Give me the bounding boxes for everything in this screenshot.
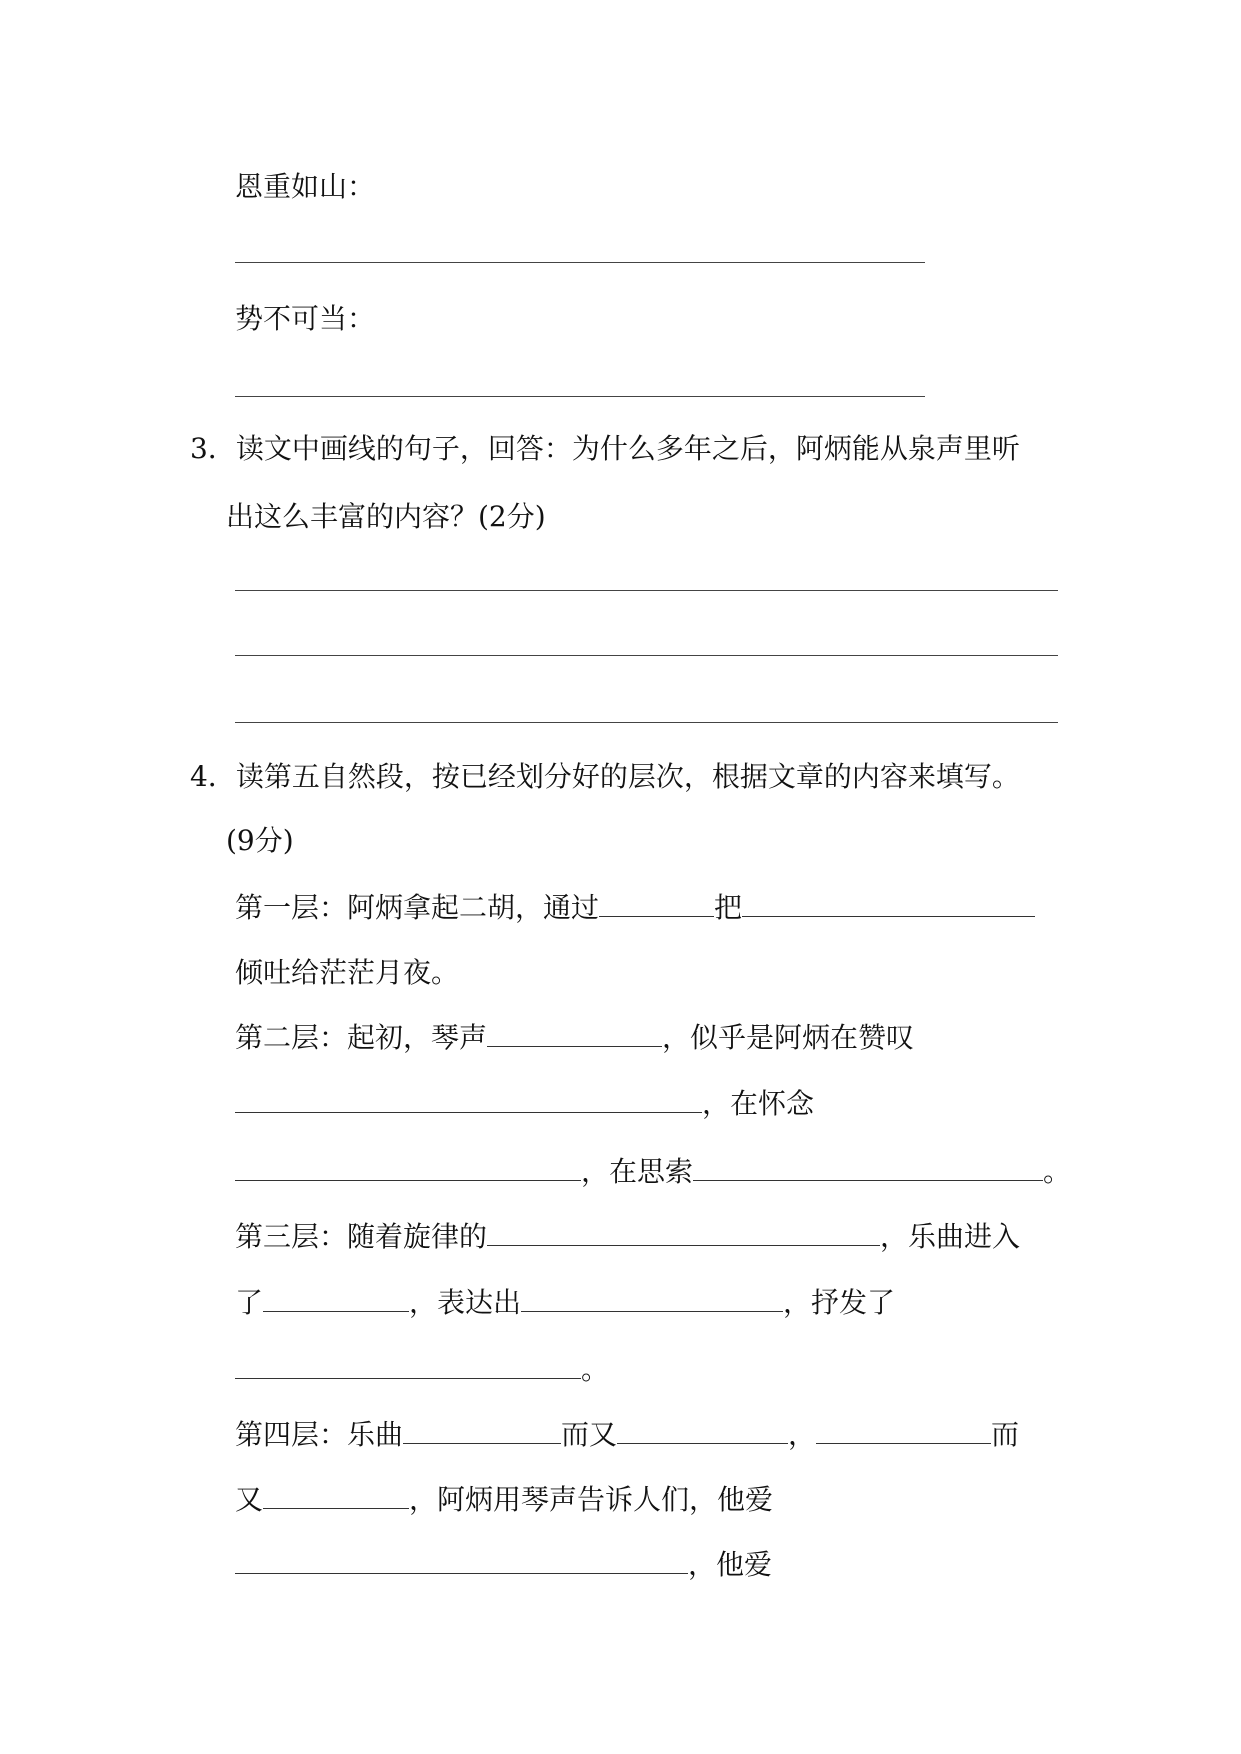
blank[interactable] bbox=[235, 1352, 581, 1379]
blank[interactable] bbox=[816, 1417, 991, 1444]
text: 倾吐给茫茫月夜。 bbox=[235, 956, 460, 989]
layer-1-line-2 bbox=[235, 956, 459, 990]
text: ，阿炳用琴声告诉人们，他爱 bbox=[409, 1483, 774, 1516]
text: 第二层：起初，琴声 bbox=[235, 1021, 488, 1054]
layer-4-line-3 bbox=[235, 1547, 772, 1581]
text: ，在怀念 bbox=[702, 1087, 815, 1120]
text: 第一层：阿炳拿起二胡，通过 bbox=[235, 891, 600, 924]
question-3-cont: 出这么丰富的内容？(2分) bbox=[226, 500, 546, 533]
text: 而 bbox=[991, 1418, 1020, 1451]
text: 把 bbox=[714, 891, 743, 924]
text: 第三层：随着旋律的 bbox=[235, 1220, 488, 1253]
blank[interactable] bbox=[235, 1086, 702, 1113]
text: 第四层：乐曲 bbox=[235, 1418, 404, 1451]
text: ，乐曲进入 bbox=[880, 1220, 1021, 1253]
blank[interactable] bbox=[263, 1482, 409, 1509]
blank[interactable] bbox=[742, 890, 1035, 917]
layer-4-line-2 bbox=[235, 1482, 773, 1516]
layer-3-line-1 bbox=[235, 1219, 1020, 1253]
blank[interactable] bbox=[235, 1547, 688, 1574]
answer-line[interactable] bbox=[235, 262, 925, 263]
idiom-label-1: 恩重如山： bbox=[235, 170, 376, 203]
blank[interactable] bbox=[487, 1219, 880, 1246]
blank[interactable] bbox=[693, 1154, 1043, 1181]
layer-2-line-2 bbox=[235, 1086, 814, 1120]
blank[interactable] bbox=[263, 1285, 409, 1312]
text: 了 bbox=[235, 1286, 264, 1319]
blank[interactable] bbox=[403, 1417, 561, 1444]
answer-line[interactable] bbox=[235, 396, 925, 397]
blank[interactable] bbox=[487, 1020, 662, 1047]
layer-3-line-2 bbox=[235, 1285, 895, 1319]
layer-2-line-1 bbox=[235, 1020, 914, 1054]
layer-1-line-1 bbox=[235, 890, 1035, 924]
question-4: 4．读第五自然段，按已经划分好的层次，根据文章的内容来填写。 bbox=[190, 760, 1020, 793]
text: 而又 bbox=[561, 1418, 618, 1451]
text: 。 bbox=[1043, 1155, 1072, 1188]
text: ，他爱 bbox=[688, 1548, 773, 1581]
blank[interactable] bbox=[617, 1417, 788, 1444]
answer-line[interactable] bbox=[235, 590, 1058, 591]
layer-4-line-1 bbox=[235, 1417, 1019, 1451]
question-4-score: (9分) bbox=[226, 824, 294, 857]
text: ， bbox=[788, 1418, 817, 1451]
blank[interactable] bbox=[521, 1285, 783, 1312]
answer-line[interactable] bbox=[235, 722, 1058, 723]
text: ，抒发了 bbox=[783, 1286, 896, 1319]
blank[interactable] bbox=[235, 1154, 581, 1181]
question-3: 3．读文中画线的句子，回答：为什么多年之后，阿炳能从泉声里听 bbox=[190, 432, 1020, 465]
text: ，似乎是阿炳在赞叹 bbox=[662, 1021, 915, 1054]
text: ，表达出 bbox=[409, 1286, 522, 1319]
idiom-label-2: 势不可当： bbox=[235, 302, 376, 335]
blank[interactable] bbox=[599, 890, 714, 917]
answer-line[interactable] bbox=[235, 655, 1058, 656]
text: 。 bbox=[581, 1353, 610, 1386]
layer-2-line-3 bbox=[235, 1154, 1071, 1188]
text: 又 bbox=[235, 1483, 264, 1516]
text: ，在思索 bbox=[581, 1155, 694, 1188]
layer-3-line-3 bbox=[235, 1352, 609, 1386]
